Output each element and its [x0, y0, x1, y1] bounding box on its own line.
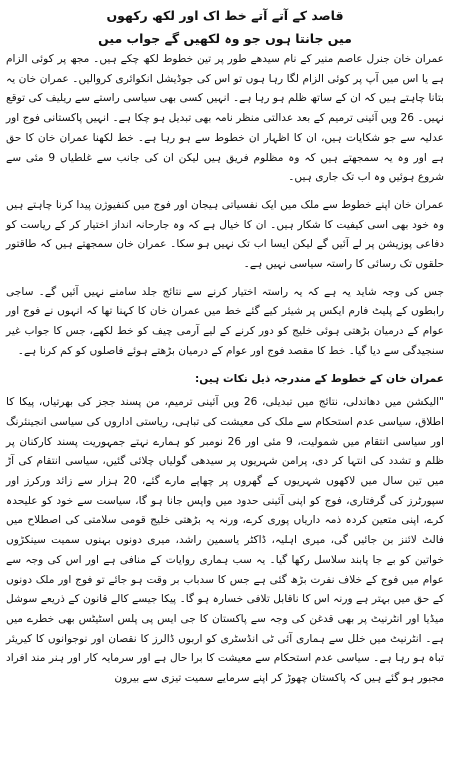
paragraph-2: عمران خان اپنے خطوط سے ملک میں ایک نفسیاتی ہیجان اور فوج میں کنفیوژن پیدا کرنا چاہتے ہیں وہ خود بھی اسی کیفیت کا شکار ہیں۔ ان کا خیال ہے کہ وہ جارحانہ انداز اختیار کر کے ریاست کو دفاعی پوزیشن پر لے آئیں گے لیکن ایسا اب تک نہیں ہو سکا۔ عمران خان سمجھتے ہیں کہ طاقتور حلقوں تک رسائی کا راستہ سیاسی نہیں ہے۔	[6, 198, 444, 271]
paragraph-1: عمران خان جنرل عاصم منیر کے نام سیدھے طور پر تین خطوط لکھ چکے ہیں۔ مجھ پر کوئی الزام ہے یا اس میں آپ پر کوئی الزام لگا رہا ہوں تو اس کی جوڈیشل انکوائری کروالیں۔ عمران خان یہ بتانا چاہتے ہیں کہ ان کے ساتھ ظلم ہو رہا ہے۔ انہیں کسی بھی سیاسی راستے سے ریلیف کی توقع نہیں۔ 26 ویں آئینی ترمیم کے بعد عدالتی منظر نامہ بھی تبدیل ہو چکا ہے۔ انہیں پاکستانی فوج اور عدلیہ سے جو شکایات ہیں، ان کا اظہار ان خطوط سے ہو رہا ہے۔ خط لکھنا عمران خان کا حق ہے اور وہ یہ سمجھتے ہیں کہ وہ مظلوم فریق ہیں لیکن ان کی جانب سے غلطیاں 9 مئی سے شروع ہوئیں وہ اب تک جاری ہیں۔	[6, 53, 444, 184]
points-paragraph: "الیکشن میں دھاندلی، نتائج میں تبدیلی، 26 ویں آئینی ترمیم، من پسند ججز کی بھرتیاں، پیکا کا اطلاق، سیاسی عدم استحکام سے ملک کی معیشت کی تباہی، ریاستی اداروں کی سیاسی انجینئرنگ اور سیاسی انتقام میں شمولیت، 9 مئی اور 26 نومبر کو ہمارے نہتے جمہوریت پسند کارکنان پر ظلم و تشدد کی انتہا کر دی، پرامن شہریوں پر سیدھی گولیاں چلائی گئیں، سیاسی انتقام کی آڑ میں تین سال میں لاکھوں شہریوں کے گھروں پر چھاپے مارے گئے، 20 ہزار سے زائد ورکرز اور سپورٹرز کی گرفتاری، فوج کو اپنی آئینی حدود میں واپس جانا ہو گا، سیاست سے خود کو علیحدہ کرے، اپنی متعین کردہ ذمہ داریاں پوری کرے، ورنہ یہ بڑھتی خلیج قومی سلامتی کی اصطلاح میں فالٹ لائنز بن جائیں گی، میری اہلیہ، ڈاکٹر یاسمین راشد، میری دونوں بہنوں سمیت سینکڑوں خواتین کو بے جا پابند سلاسل رکھا گیا۔ یہ سب ہماری روایات کے منافی ہے اور اس کی وجہ سے عوام میں فوج کے خلاف نفرت بڑھ گئی ہے جس کا سدباب بر وقت ہو جائے تو فوج اور ملک دونوں کے حق میں بہتر ہے ورنہ اس کا ناقابل تلافی خسارہ ہو گا۔ پیکا جیسے کالے قانون کے ذریعے سوشل میڈیا اور انٹرنیٹ پر بھی قدغن کی وجہ سے پاکستان کا جی ایس پی پلس اسٹیٹس بھی خطرے میں ہے۔ انٹرنیٹ میں خلل سے ہماری آئی ٹی انڈسٹری کو اربوں ڈالرز کا نقصان اور نوجوانوں کا کیریئر تباہ ہو رہا ہے۔ سیاسی عدم استحکام سے معیشت کا برا حال ہے اور سرمایہ کار اور ہنر مند افراد مجبور ہو گئے ہیں کہ پاکستان چھوڑ کر اپنے سرمایے سمیت تیزی سے بیرون	[6, 396, 444, 685]
verse-line-2: میں جانتا ہوں جو وہ لکھیں گے جواب میں	[98, 31, 352, 46]
paragraph-3: جس کی وجہ شاید یہ ہے کہ یہ راستہ اختیار کرنے سے نتائج جلد سامنے نہیں آئیں گے۔ ساجی رابطوں کے پلیٹ فارم ایکس پر شیئر کیے گئے خط میں عمران خان کا کہنا تھا کہ انہوں نے فوج اور عوام کے درمیان بڑھتی ہوئی خلیج کو دور کرنے کے لیے آرمی چیف کو خط لکھے، جس کا جواب غیر سنجیدگی سے دیا گیا۔ خط کا مقصد فوج اور عوام کے درمیان بڑھتے ہوئے فاصلوں کو کم کرنا ہے۔	[6, 285, 444, 357]
points-heading: عمران خان کے خطوط کے مندرجہ ذیل نکات ہیں:	[195, 372, 444, 385]
verse-line-1: قاصد کے آتے آتے خط اک اور لکھ رکھوں	[106, 8, 344, 23]
